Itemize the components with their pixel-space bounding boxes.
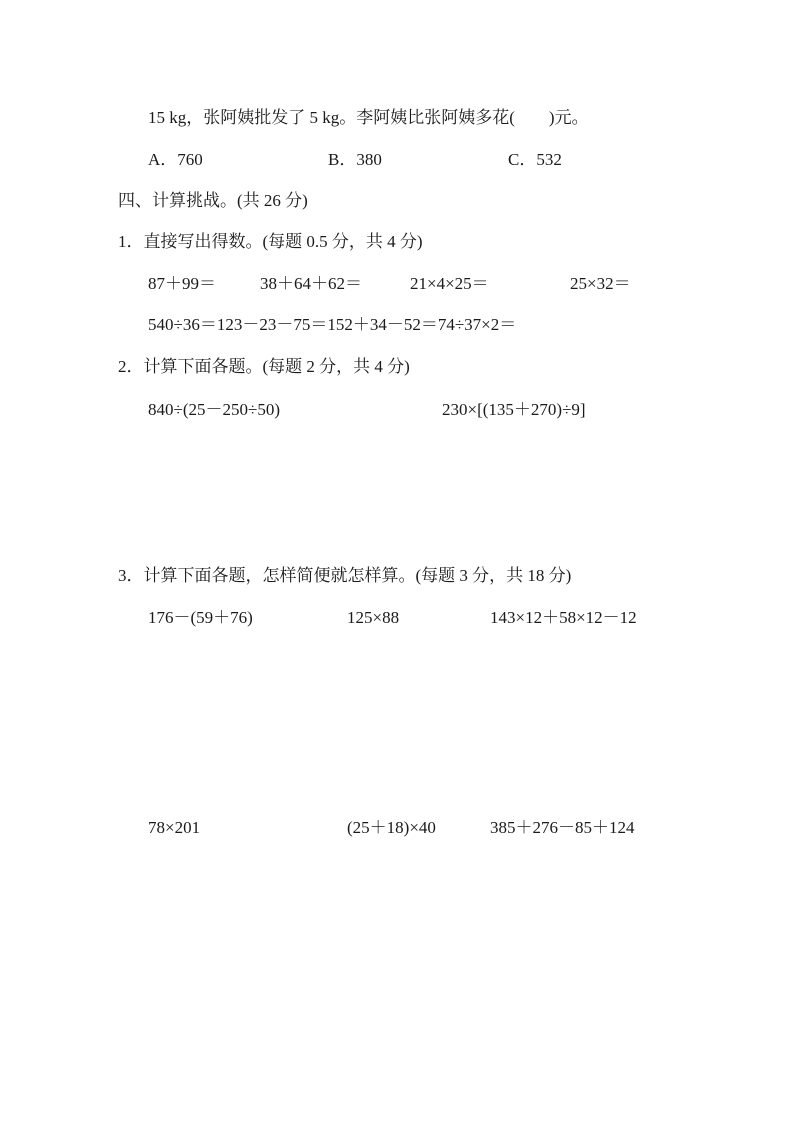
part1-row1-item: 38＋64＋62＝ [260,274,362,293]
part2-heading: 2．计算下面各题。(每题 2 分，共 4 分) [118,357,410,376]
part3-row2-item: 385＋276－85＋124 [490,818,635,837]
option-a: A．760 [148,150,203,169]
part2-item: 230×[(135＋270)÷9] [442,400,586,419]
section-heading: 四、计算挑战。(共 26 分) [118,191,308,210]
option-c: C．532 [508,150,562,169]
part3-row2-item: 78×201 [148,818,201,837]
option-b: B．380 [328,150,382,169]
part1-heading: 1．直接写出得数。(每题 0.5 分，共 4 分) [118,232,423,251]
part2-item: 840÷(25－250÷50) [148,400,280,419]
part1-row2: 540÷36＝123－23－75＝152＋34－52＝74÷37×2＝ [148,315,517,334]
part3-heading: 3．计算下面各题，怎样简便就怎样算。(每题 3 分，共 18 分) [118,566,572,585]
part1-row1-item: 25×32＝ [570,274,631,293]
part3-row2-item: (25＋18)×40 [347,818,436,837]
part1-row1-item: 87＋99＝ [148,274,216,293]
part3-row1-item: 176－(59＋76) [148,608,253,627]
part3-row1-item: 125×88 [347,608,400,627]
question-continuation-text: 15 kg，张阿姨批发了 5 kg。李阿姨比张阿姨多花( )元。 [148,108,589,127]
part3-row1-item: 143×12＋58×12－12 [490,608,637,627]
part1-row1-item: 21×4×25＝ [410,274,489,293]
